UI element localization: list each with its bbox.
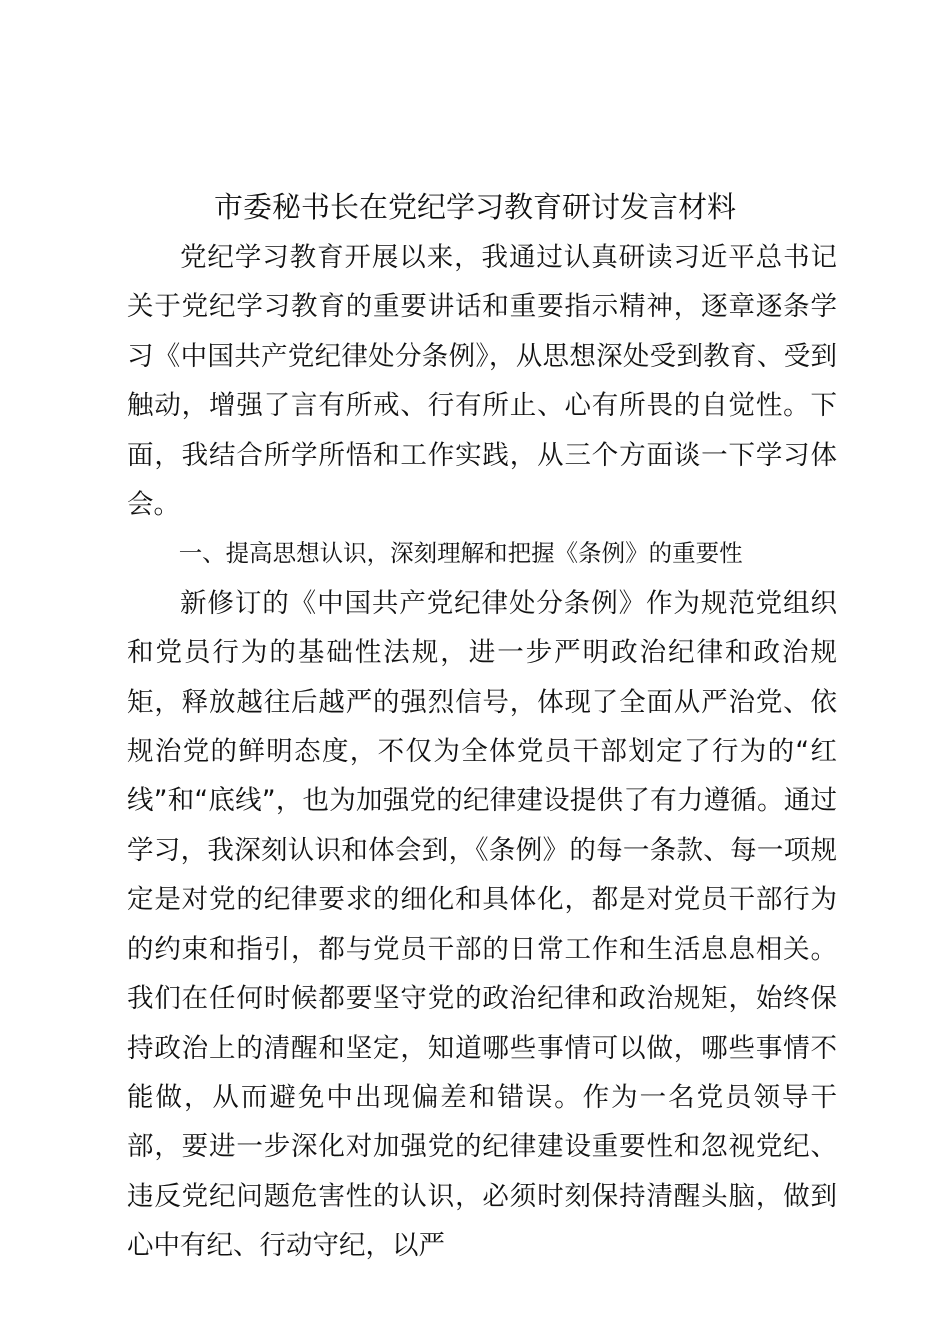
intro-paragraph: 党纪学习教育开展以来，我通过认真研读习近平总书记关于党纪学习教育的重要讲话和重要指示精神，逐章逐条学习《中国共产党纪律处分条例》，从思想深处受到教育、受到触动，增强了言有所戒、行有所止、心有所畏的自觉性。下面，我结合所学所悟和工作实践，从三个方面谈一下学习体会。 xyxy=(127,242,837,521)
section-1-paragraph: 新修订的《中国共产党纪律处分条例》作为规范党组织和党员行为的基础性法规，进一步严明政治纪律和政治规矩，释放越往后越严的强烈信号，体现了全面从严治党、依规治党的鲜明态度，不仅为全体党员干部划定了行为的“红线”和“底线”，也为加强党的纪律建设提供了有力遵循。通过学习，我深刻认识和体会到，《条例》的每一条款、每一项规定是对党的纪律要求的细化和具体化，都是对党员干部行为的约束和指引，都与党员干部的日常工作和生活息息相关。我们在任何时候都要坚守党的政治纪律和政治规矩，始终保持政治上的清醒和坚定，知道哪些事情可以做，哪些事情不能做，从而避免中出现偏差和错误。作为一名党员领导干部，要进一步深化对加强党的纪律建设重要性和忽视党纪、违反党纪问题危害性的认识，必须时刻保持清醒头脑，做到心中有纪、行动守纪，以严 xyxy=(127,587,837,1262)
section-heading-1: 一、提高思想认识，深刻理解和把握《条例》的重要性 xyxy=(178,539,743,568)
document-title: 市委秘书长在党纪学习教育研讨发言材料 xyxy=(213,190,736,224)
document-body xyxy=(127,233,837,1271)
